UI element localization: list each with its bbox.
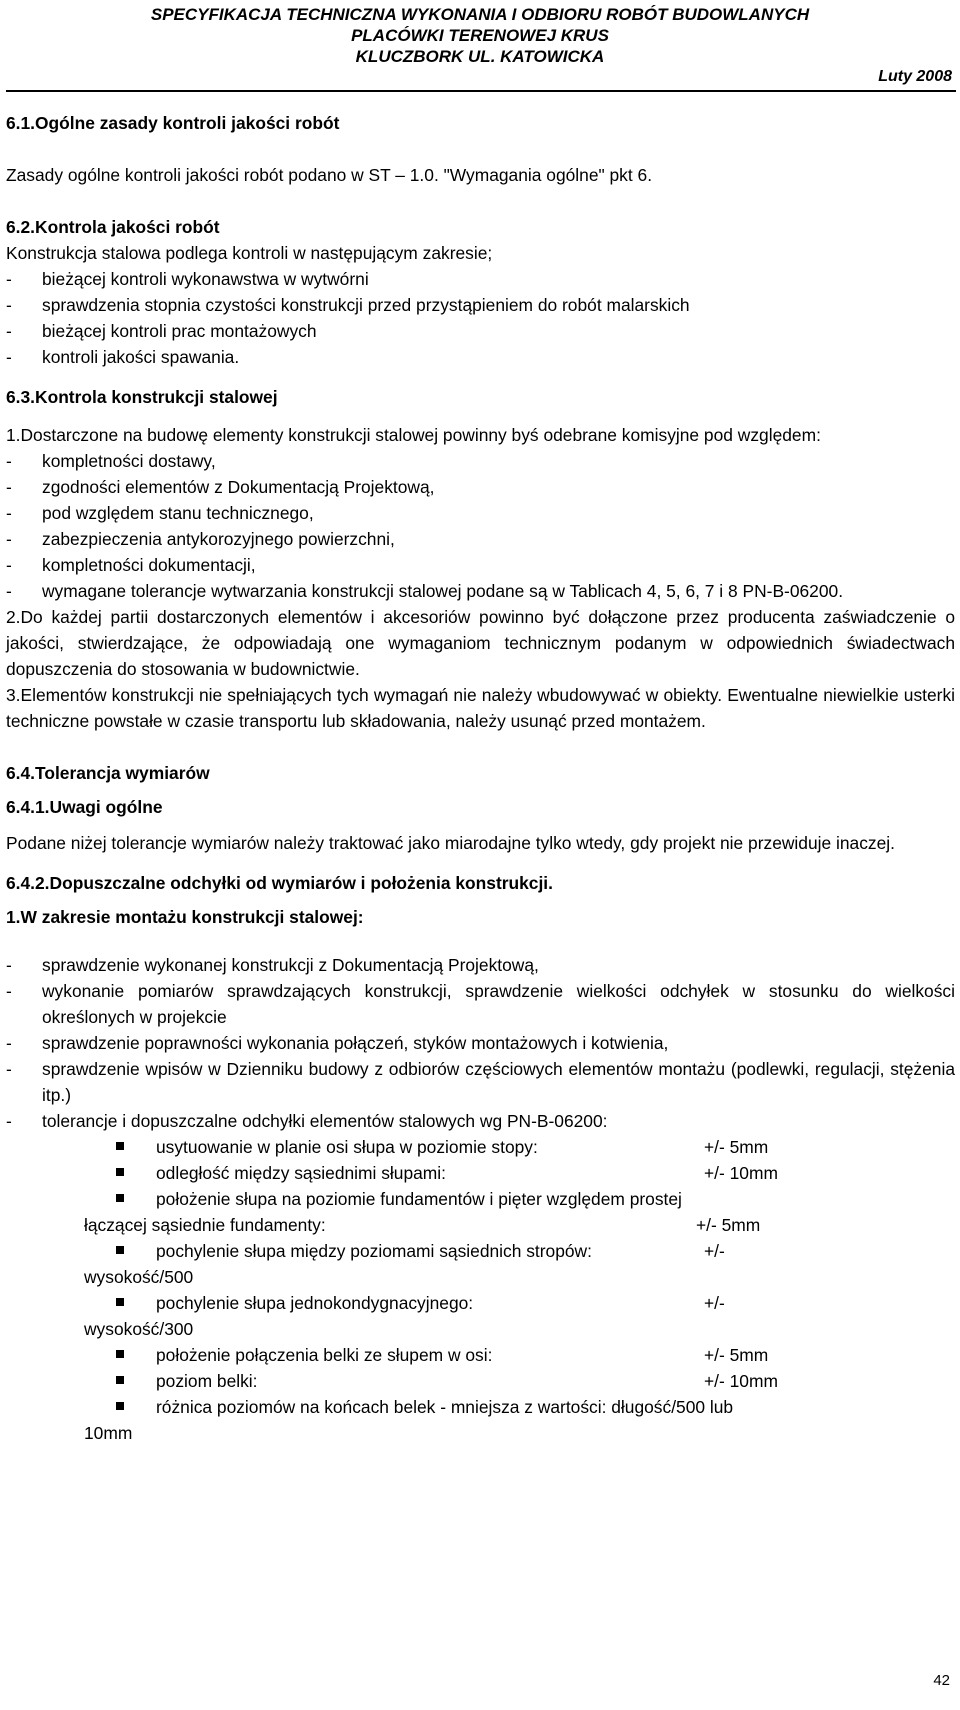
header-line-2: PLACÓWKI TERENOWEJ KRUS	[351, 26, 609, 45]
list-item: - wymagane tolerancje wytwarzania konstrukcji stalowej podane są w Tablicach 4, 5, 6, 7 i 8 PN-B-06200.	[6, 581, 844, 601]
header-line-1: SPECYFIKACJA TECHNICZNA WYKONANIA I ODBIORU ROBÓT BUDOWLANYCH	[150, 5, 810, 24]
bullet-square-icon	[116, 1160, 156, 1186]
section-6-1-title: 6.1.Ogólne zasady kontroli jakości robót	[6, 113, 340, 133]
list-item: - zabezpieczenia antykorozyjnego powierzchni,	[6, 529, 395, 549]
list-item: - sprawdzenie wykonanej konstrukcji z Dokumentacją Projektową,	[6, 955, 539, 975]
section-6-2-intro: Konstrukcja stalowa podlega kontroli w następującym zakresie;	[6, 243, 493, 263]
list-item: - bieżącej kontroli wykonawstwa w wytwórni	[6, 269, 369, 289]
section-6-3-title: 6.3.Kontrola konstrukcji stalowej	[6, 387, 278, 407]
section-6-3-p1: 1.Dostarczone na budowę elementy konstrukcji stalowej powinny byś odebrane komisyjne pod względem:	[6, 425, 821, 445]
section-6-3-p3: 3.Elementów konstrukcji nie spełniających tych wymagań nie należy wbudowywać w obiekty. Ewentualne niewielkie usterki techniczne powstałe w czasie transportu lub składowania, należy usunąć przed montażem.	[6, 685, 955, 731]
section-6-4-title: 6.4.Tolerancja wymiarów	[6, 763, 210, 783]
tolerance-item: poziom belki: +/- 10mm	[116, 1368, 955, 1394]
tolerance-list	[84, 1134, 955, 1446]
tolerance-item: pochylenie słupa między poziomami sąsiednich stropów: +/-	[116, 1238, 955, 1264]
bullet-square-icon	[116, 1186, 156, 1212]
bullet-square-icon	[116, 1394, 156, 1420]
tolerance-item: położenie słupa na poziomie fundamentów i pięter względem prostej	[116, 1186, 955, 1212]
header-line-3: KLUCZBORK UL. KATOWICKA	[355, 47, 605, 66]
section-6-1-text: Zasady ogólne kontroli jakości robót podano w ST – 1.0. "Wymagania ogólne" pkt 6.	[6, 165, 653, 185]
bullet-square-icon	[116, 1290, 156, 1316]
list-item: - kompletności dokumentacji,	[6, 555, 256, 575]
tolerance-continuation: 10mm	[84, 1423, 133, 1443]
list-item: - wykonanie pomiarów sprawdzających konstrukcji, sprawdzenie wielkości odchyłek w stosunku do wielkości określonych w projekcie	[6, 981, 955, 1027]
list-item: - kompletności dostawy,	[6, 451, 216, 471]
list-item: - sprawdzenie poprawności wykonania połączeń, styków montażowych i kotwienia,	[6, 1033, 669, 1053]
bullet-square-icon	[116, 1342, 156, 1368]
list-item: - zgodności elementów z Dokumentacją Projektową,	[6, 477, 435, 497]
bullet-square-icon	[116, 1134, 156, 1160]
tolerance-item: pochylenie słupa jednokondygnacyjnego: +/-	[116, 1290, 955, 1316]
list-item: - sprawdzenie wpisów w Dzienniku budowy z odbiorów częściowych elementów montażu (podlewki, regulacji, stężenia itp.)	[6, 1059, 955, 1105]
section-6-4-1-title: 6.4.1.Uwagi ogólne	[6, 797, 163, 817]
list-item: - kontroli jakości spawania.	[6, 347, 240, 367]
section-6-2-title: 6.2.Kontrola jakości robót	[6, 217, 220, 237]
tolerance-item: różnica poziomów na końcach belek - mniejsza z wartości: długość/500 lub	[116, 1394, 955, 1420]
header-divider	[6, 90, 956, 92]
tolerance-continuation: wysokość/500	[84, 1267, 194, 1287]
list-item: - bieżącej kontroli prac montażowych	[6, 321, 317, 341]
tolerance-item: usytuowanie w planie osi słupa w poziomie stopy: +/- 5mm	[116, 1134, 955, 1160]
list-item: - tolerancje i dopuszczalne odchyłki elementów stalowych wg PN-B-06200:	[6, 1111, 608, 1131]
section-6-3-p2: 2.Do każdej partii dostarczonych elementów i akcesoriów powinno być dołączone przez producenta zaświadczenie o jakości, stwierdzające, że odpowiadają one wymaganiom technicznym podanym w odpowiednich świadectwach dopuszczenia do stosowania w budownictwie.	[6, 607, 955, 679]
page-number: 42	[933, 1672, 950, 1689]
document-body	[6, 110, 955, 1446]
bullet-square-icon	[116, 1238, 156, 1264]
tolerance-continuation: łączącej sąsiednie fundamenty: +/- 5mm	[84, 1215, 761, 1235]
list-item: - pod względem stanu technicznego,	[6, 503, 314, 523]
section-6-4-2-heading: 1.W zakresie montażu konstrukcji stalowej:	[6, 907, 364, 927]
tolerance-item: odległość między sąsiednimi słupami: +/- 10mm	[116, 1160, 955, 1186]
tolerance-continuation: wysokość/300	[84, 1319, 194, 1339]
section-6-4-2-title: 6.4.2.Dopuszczalne odchyłki od wymiarów i położenia konstrukcji.	[6, 873, 553, 893]
section-6-4-1-text: Podane niżej tolerancje wymiarów należy traktować jako miarodajne tylko wtedy, gdy projekt nie przewiduje inaczej.	[6, 833, 895, 853]
list-item: - sprawdzenia stopnia czystości konstrukcji przed przystąpieniem do robót malarskich	[6, 295, 690, 315]
tolerance-item: położenie połączenia belki ze słupem w osi: +/- 5mm	[116, 1342, 955, 1368]
header-date: Luty 2008	[878, 68, 952, 85]
document-header	[0, 4, 960, 67]
bullet-square-icon	[116, 1368, 156, 1394]
